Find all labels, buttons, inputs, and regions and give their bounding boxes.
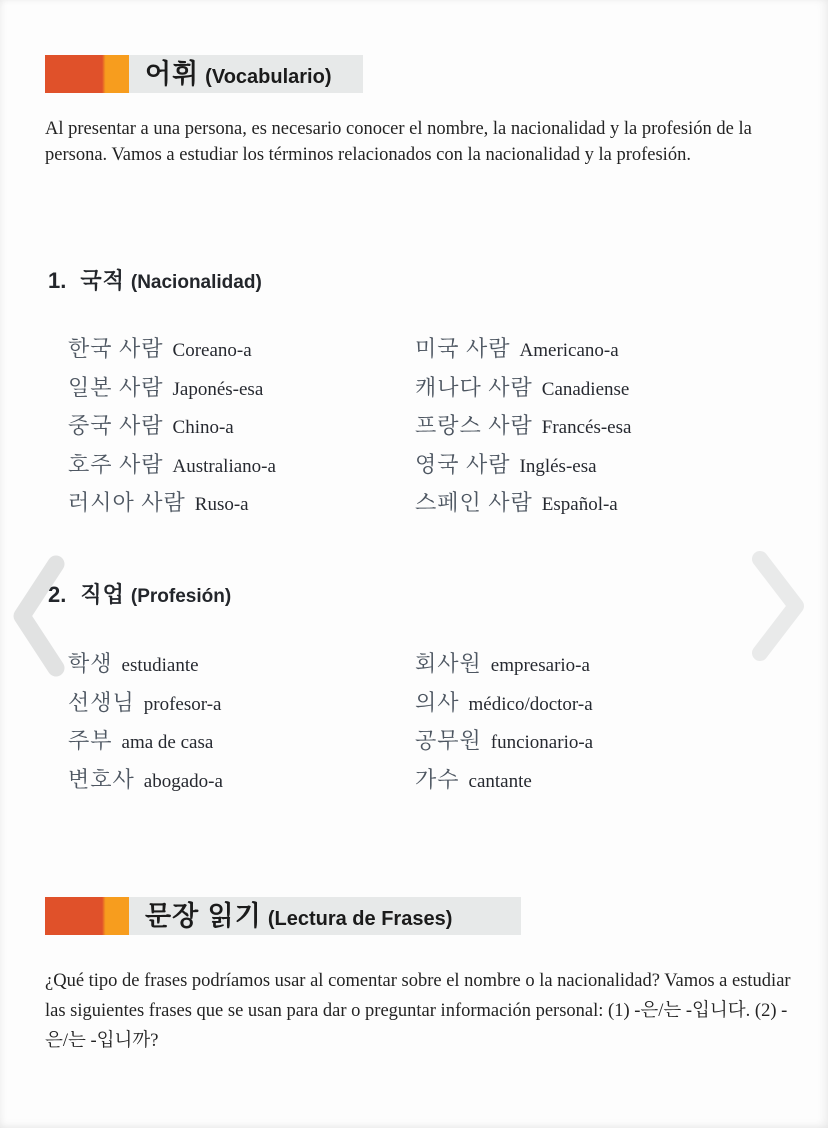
vocab-korean-term: 한국 사람 [68, 336, 164, 361]
vocab-spanish-translation: Australiano-a [172, 455, 276, 477]
profession-number: 2. [48, 582, 67, 607]
profession-title-korean: 직업 [80, 582, 125, 607]
vocab-spanish-translation: ama de casa [121, 732, 214, 754]
vocab-korean-term: 미국 사람 [415, 336, 511, 361]
vocab-entry [415, 761, 775, 800]
vocab-korean-term: 변호사 [68, 766, 135, 792]
vocab-section-title-korean: 어휘 [145, 59, 200, 89]
vocab-entry [415, 484, 775, 523]
vocab-korean-term: 캐나다 사람 [415, 374, 533, 400]
vocab-korean-term: 중국 사람 [68, 413, 164, 439]
nationality-title-korean: 국적 [80, 268, 125, 293]
vocab-spanish-translation: funcionario-a [490, 732, 594, 754]
vocab-korean-term: 의사 [415, 689, 460, 715]
vocab-entry [68, 369, 415, 408]
vocab-section-title-bar [129, 55, 363, 93]
vocab-entry [68, 645, 415, 684]
nationality-title-latin: (Nacionalidad) [130, 272, 262, 293]
chevron-right-icon [750, 550, 808, 662]
vocab-spanish-translation: Canadiense [541, 378, 630, 400]
vocab-spanish-translation: médico/doctor-a [468, 693, 593, 715]
next-page-button[interactable] [750, 550, 808, 662]
vocab-entry [68, 722, 415, 761]
vocab-korean-term: 스페인 사람 [415, 490, 533, 516]
nationality-vocab-list [68, 330, 775, 523]
vocab-spanish-translation: Francés-esa [541, 417, 632, 439]
vocab-spanish-translation: profesor-a [143, 693, 222, 715]
nationality-column-left [68, 330, 415, 523]
section-accent-block [45, 897, 129, 935]
reading-section-title-latin: (Lectura de Frases) [267, 908, 453, 930]
nationality-number: 1. [48, 268, 67, 293]
vocab-korean-term: 일본 사람 [68, 374, 164, 400]
vocab-entry [68, 484, 415, 523]
vocab-spanish-translation: Coreano-a [172, 340, 252, 361]
vocab-entry [68, 407, 415, 446]
vocab-entry [68, 446, 415, 485]
chevron-left-icon [6, 554, 68, 678]
vocab-korean-term: 가수 [415, 766, 460, 792]
vocab-spanish-translation: Inglés-esa [519, 455, 597, 477]
vocab-entry [68, 761, 415, 800]
section-accent-block [45, 55, 129, 93]
vocab-korean-term: 러시아 사람 [68, 490, 186, 516]
vocab-entry [415, 407, 775, 446]
intro-paragraph: Al presentar a una persona, es necesario conocer el nombre, la nacionalidad y la profesión de la persona. Vamos a estudiar los términos relacionados con la nacionalidad y la profesión. [45, 119, 752, 165]
vocab-spanish-translation: empresario-a [490, 655, 590, 676]
vocab-entry [415, 722, 775, 761]
vocab-entry [68, 684, 415, 723]
vocab-entry [415, 645, 775, 684]
nationality-column-right [415, 330, 775, 523]
profession-title-latin: (Profesión) [130, 586, 232, 607]
vocab-korean-term: 프랑스 사람 [415, 413, 533, 439]
vocab-korean-term: 선생님 [68, 689, 135, 715]
vocab-spanish-translation: Japonés-esa [172, 378, 264, 400]
reading-section-title-korean: 문장 읽기 [145, 901, 262, 931]
vocab-section-title-latin: (Vocabulario) [205, 66, 332, 88]
reading-section-banner [45, 897, 521, 935]
profession-column-right [415, 645, 775, 799]
vocab-entry [415, 330, 775, 369]
reading-paragraph: ¿Qué tipo de frases podríamos usar al comentar sobre el nombre o la nacionalidad? Vamos a estudiar las siguientes frases que se usan para dar o preguntar información personal: (1) -은/는 -입니다. (2) -은/는 -입니까? [45, 971, 791, 1051]
previous-page-button[interactable] [6, 554, 68, 678]
vocab-entry [415, 369, 775, 408]
vocab-korean-term: 영국 사람 [415, 451, 511, 477]
vocab-korean-term: 공무원 [415, 728, 482, 754]
vocab-spanish-translation: abogado-a [143, 770, 223, 792]
profession-subheading [48, 578, 231, 609]
vocab-section-banner [45, 55, 363, 93]
vocab-spanish-translation: Americano-a [519, 340, 619, 361]
vocab-korean-term: 회사원 [415, 651, 482, 676]
reading-section-title-bar [129, 897, 521, 935]
profession-column-left [68, 645, 415, 799]
vocab-spanish-translation: Chino-a [172, 417, 234, 439]
vocab-spanish-translation: Español-a [541, 494, 618, 516]
vocab-korean-term: 호주 사람 [68, 451, 164, 477]
vocab-entry [68, 330, 415, 369]
vocab-spanish-translation: estudiante [121, 655, 199, 676]
nationality-subheading [48, 264, 262, 295]
vocab-entry [415, 446, 775, 485]
vocab-entry [415, 684, 775, 723]
profession-vocab-list [68, 645, 775, 799]
vocab-spanish-translation: cantante [468, 770, 532, 792]
vocab-spanish-translation: Ruso-a [194, 494, 249, 516]
vocab-korean-term: 학생 [68, 651, 113, 676]
vocab-korean-term: 주부 [68, 728, 113, 754]
